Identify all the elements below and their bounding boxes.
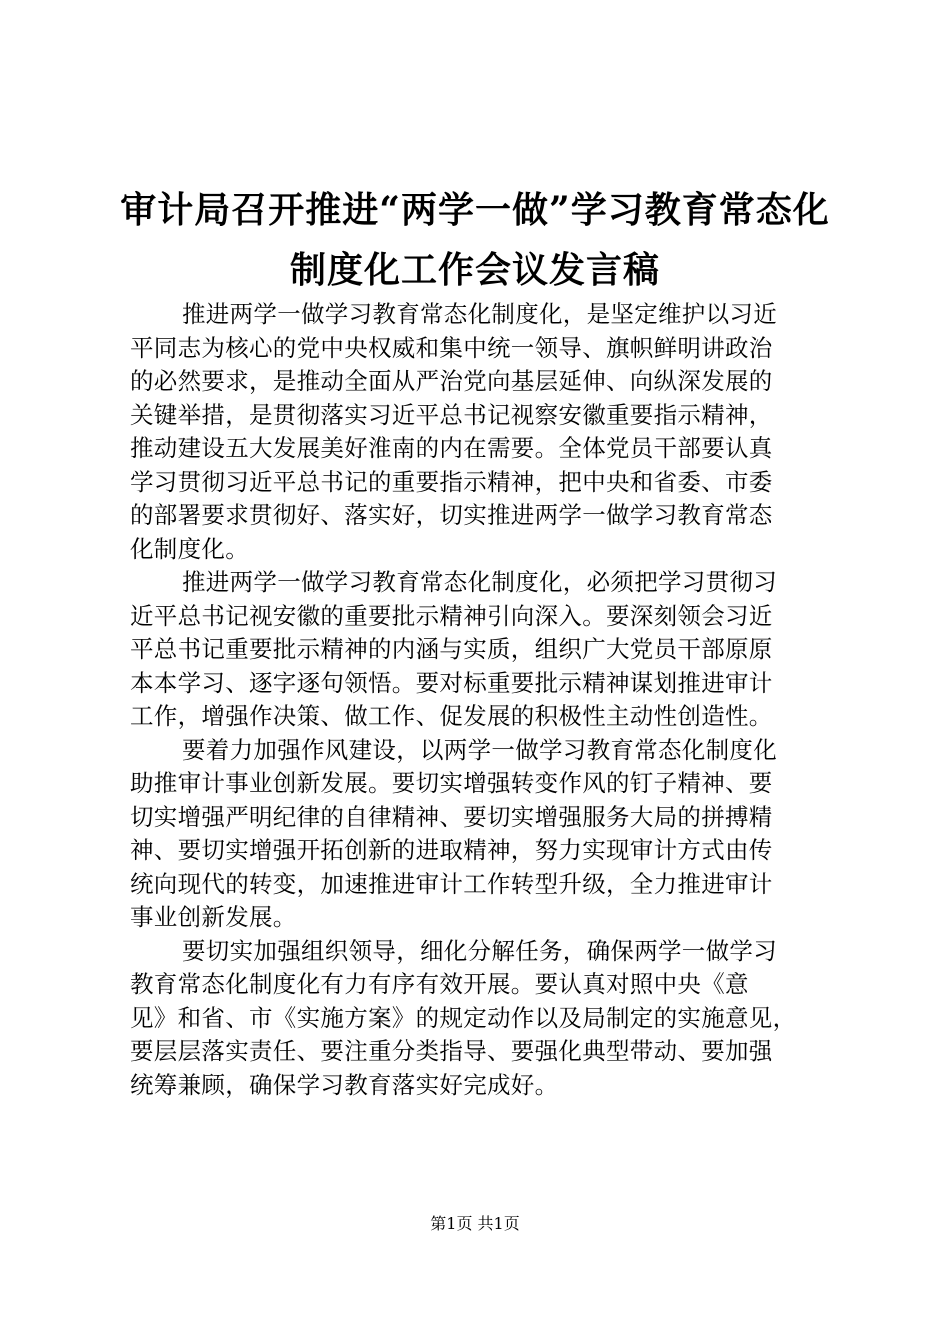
paragraph-line: 要层层落实责任、要注重分类指导、要强化典型带动、要加强 xyxy=(130,1037,773,1065)
paragraph-line: 推进两学一做学习教育常态化制度化，必须把学习贯彻习 xyxy=(182,568,777,596)
document-title-line-2: 制度化工作会议发言稿 xyxy=(289,249,660,291)
paragraph-4 xyxy=(130,935,830,1103)
paragraph-line: 切实增强严明纪律的自律精神、要切实增强服务大局的拼搏精 xyxy=(130,802,773,831)
paragraph-line: 本本学习、逐字逐句领悟。要对标重要批示精神谋划推进审计 xyxy=(130,668,773,697)
paragraph-line: 要着力加强作风建设，以两学一做学习教育常态化制度化 xyxy=(182,735,777,764)
paragraph-1 xyxy=(130,298,830,566)
paragraph-line: 要切实加强组织领导，细化分解任务，确保两学一做学习 xyxy=(182,936,777,965)
paragraph-line: 推动建设五大发展美好淮南的内在需要。全体党员干部要认真 xyxy=(130,434,773,462)
paragraph-line: 事业创新发展。 xyxy=(130,903,297,931)
paragraph-line: 统向现代的转变，加速推进审计工作转型升级，全力推进审计 xyxy=(130,869,773,898)
paragraph-2 xyxy=(130,566,830,734)
paragraph-line: 的部署要求贯彻好、落实好，切实推进两学一做学习教育常态 xyxy=(130,501,773,529)
paragraph-line: 的必然要求，是推动全面从严治党向基层延伸、向纵深发展的 xyxy=(130,367,773,395)
paragraph-line: 教育常态化制度化有力有序有效开展。要认真对照中央《意 xyxy=(130,970,749,998)
paragraph-line: 平同志为核心的党中央权威和集中统一领导、旗帜鲜明讲政治 xyxy=(130,333,773,362)
paragraph-line: 化制度化。 xyxy=(130,534,249,563)
paragraph-line: 学习贯彻习近平总书记的重要指示精神，把中央和省委、市委 xyxy=(130,467,773,496)
document-body xyxy=(130,298,830,1102)
paragraph-line: 见》和省、市《实施方案》的规定动作以及局制定的实施意见， xyxy=(130,1003,797,1032)
paragraph-line: 工作，增强作决策、做工作、促发展的积极性主动性创造性。 xyxy=(130,702,773,730)
paragraph-line: 统筹兼顾，确保学习教育落实好完成好。 xyxy=(130,1070,559,1099)
paragraph-line: 助推审计事业创新发展。要切实增强转变作风的钉子精神、要 xyxy=(130,769,773,797)
paragraph-3 xyxy=(130,734,830,935)
document-title-line-1: 审计局召开推进“两学一做”学习教育常态化 xyxy=(120,189,830,231)
paragraph-line: 近平总书记视安徽的重要批示精神引向深入。要深刻领会习近 xyxy=(130,601,773,630)
paragraph-line: 平总书记重要批示精神的内涵与实质，组织广大党员干部原原 xyxy=(130,635,773,663)
page-footer: 第1页 共1页 xyxy=(430,1214,520,1233)
paragraph-line: 关键举措，是贯彻落实习近平总书记视察安徽重要指示精神， xyxy=(130,400,773,429)
paragraph-line: 神、要切实增强开拓创新的进取精神，努力实现审计方式由传 xyxy=(130,836,773,864)
paragraph-line: 推进两学一做学习教育常态化制度化，是坚定维护以习近 xyxy=(182,300,777,328)
